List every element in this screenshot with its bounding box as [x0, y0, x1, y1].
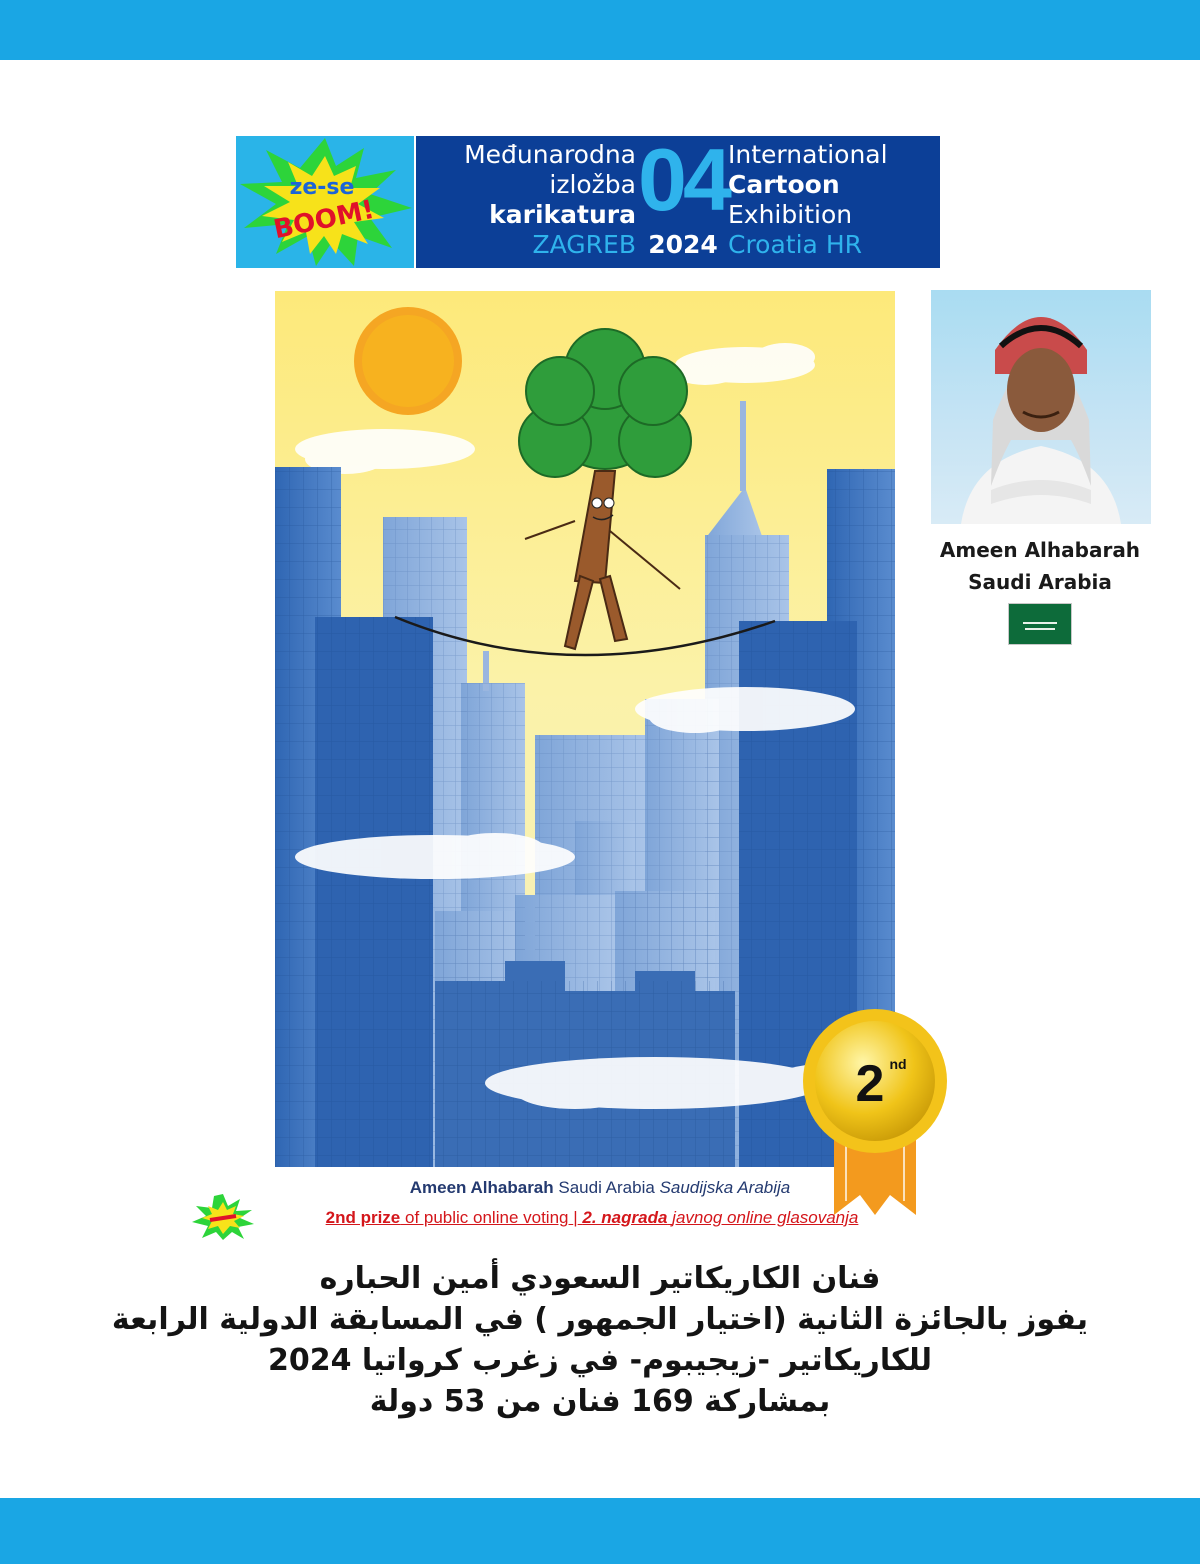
artwork-caption-name	[300, 1178, 900, 1198]
bottom-band	[0, 1498, 1200, 1564]
banner-year: 2024	[648, 230, 718, 259]
small-burst-icon	[190, 1194, 256, 1240]
caption-artist-name: Ameen Alhabarah	[409, 1178, 554, 1197]
arabic-announcement	[60, 1258, 1140, 1422]
caption-prize-en-rest: of public online voting	[404, 1208, 569, 1227]
caption-prize-hr-bold: 2. nagrada	[582, 1208, 668, 1227]
banner-right-line: Cartoon	[728, 170, 840, 199]
banner-right-line: Croatia HR	[728, 230, 862, 259]
saudi-flag-icon	[1008, 603, 1072, 645]
caption-prize-en-bold: 2nd prize	[325, 1208, 401, 1227]
banner-right-line: International	[728, 140, 888, 169]
caption-prize-hr-rest: javnog online glasovanja	[672, 1208, 859, 1227]
logo-text-top: ze-se	[289, 175, 355, 200]
banner-left-line: izložba	[549, 170, 636, 199]
medal-suffix: nd	[889, 1056, 907, 1072]
caption-country-en: Saudi Arabia	[558, 1178, 655, 1197]
arabic-line: للكاريكاتير -زيجيبوم- في زغرب كرواتيا 2024	[267, 1343, 933, 1378]
banner-left-line: karikatura	[489, 200, 636, 229]
artwork-caption-prize	[262, 1208, 922, 1228]
flag-inscription	[1023, 616, 1057, 624]
banner-left-column	[416, 140, 636, 260]
small-zesebooom-logo	[190, 1194, 256, 1240]
banner-right-column	[728, 140, 940, 260]
banner-edition-number: 04	[638, 136, 728, 229]
artist-photo	[931, 290, 1151, 524]
arabic-line: بمشاركة 169 فنان من 53 دولة	[369, 1384, 831, 1419]
top-band	[0, 0, 1200, 60]
zesebooom-logo	[236, 136, 414, 268]
caption-separator: |	[573, 1208, 578, 1227]
exhibition-banner	[416, 136, 940, 268]
burst-logo-icon	[236, 136, 414, 268]
banner-left-line: Međunarodna	[464, 140, 636, 169]
artist-name: Ameen Alhabarah	[939, 538, 1141, 562]
artist-country: Saudi Arabia	[968, 570, 1112, 594]
medal-rank: 2	[855, 1055, 885, 1113]
arabic-line: فنان الكاريكاتير السعودي أمين الحباره	[319, 1261, 881, 1296]
flag-sword	[1025, 628, 1055, 630]
banner-right-line: Exhibition	[728, 200, 853, 229]
arabic-line: يفوز بالجائزة الثانية (اختيار الجمهور ) في المسابقة الدولية الرابعة	[111, 1302, 1089, 1337]
portrait-icon	[931, 290, 1151, 524]
caption-country-hr: Saudijska Arabija	[659, 1178, 791, 1197]
banner-left-line: ZAGREB	[532, 230, 636, 259]
logo-text-bottom: BOOM!	[271, 194, 377, 246]
